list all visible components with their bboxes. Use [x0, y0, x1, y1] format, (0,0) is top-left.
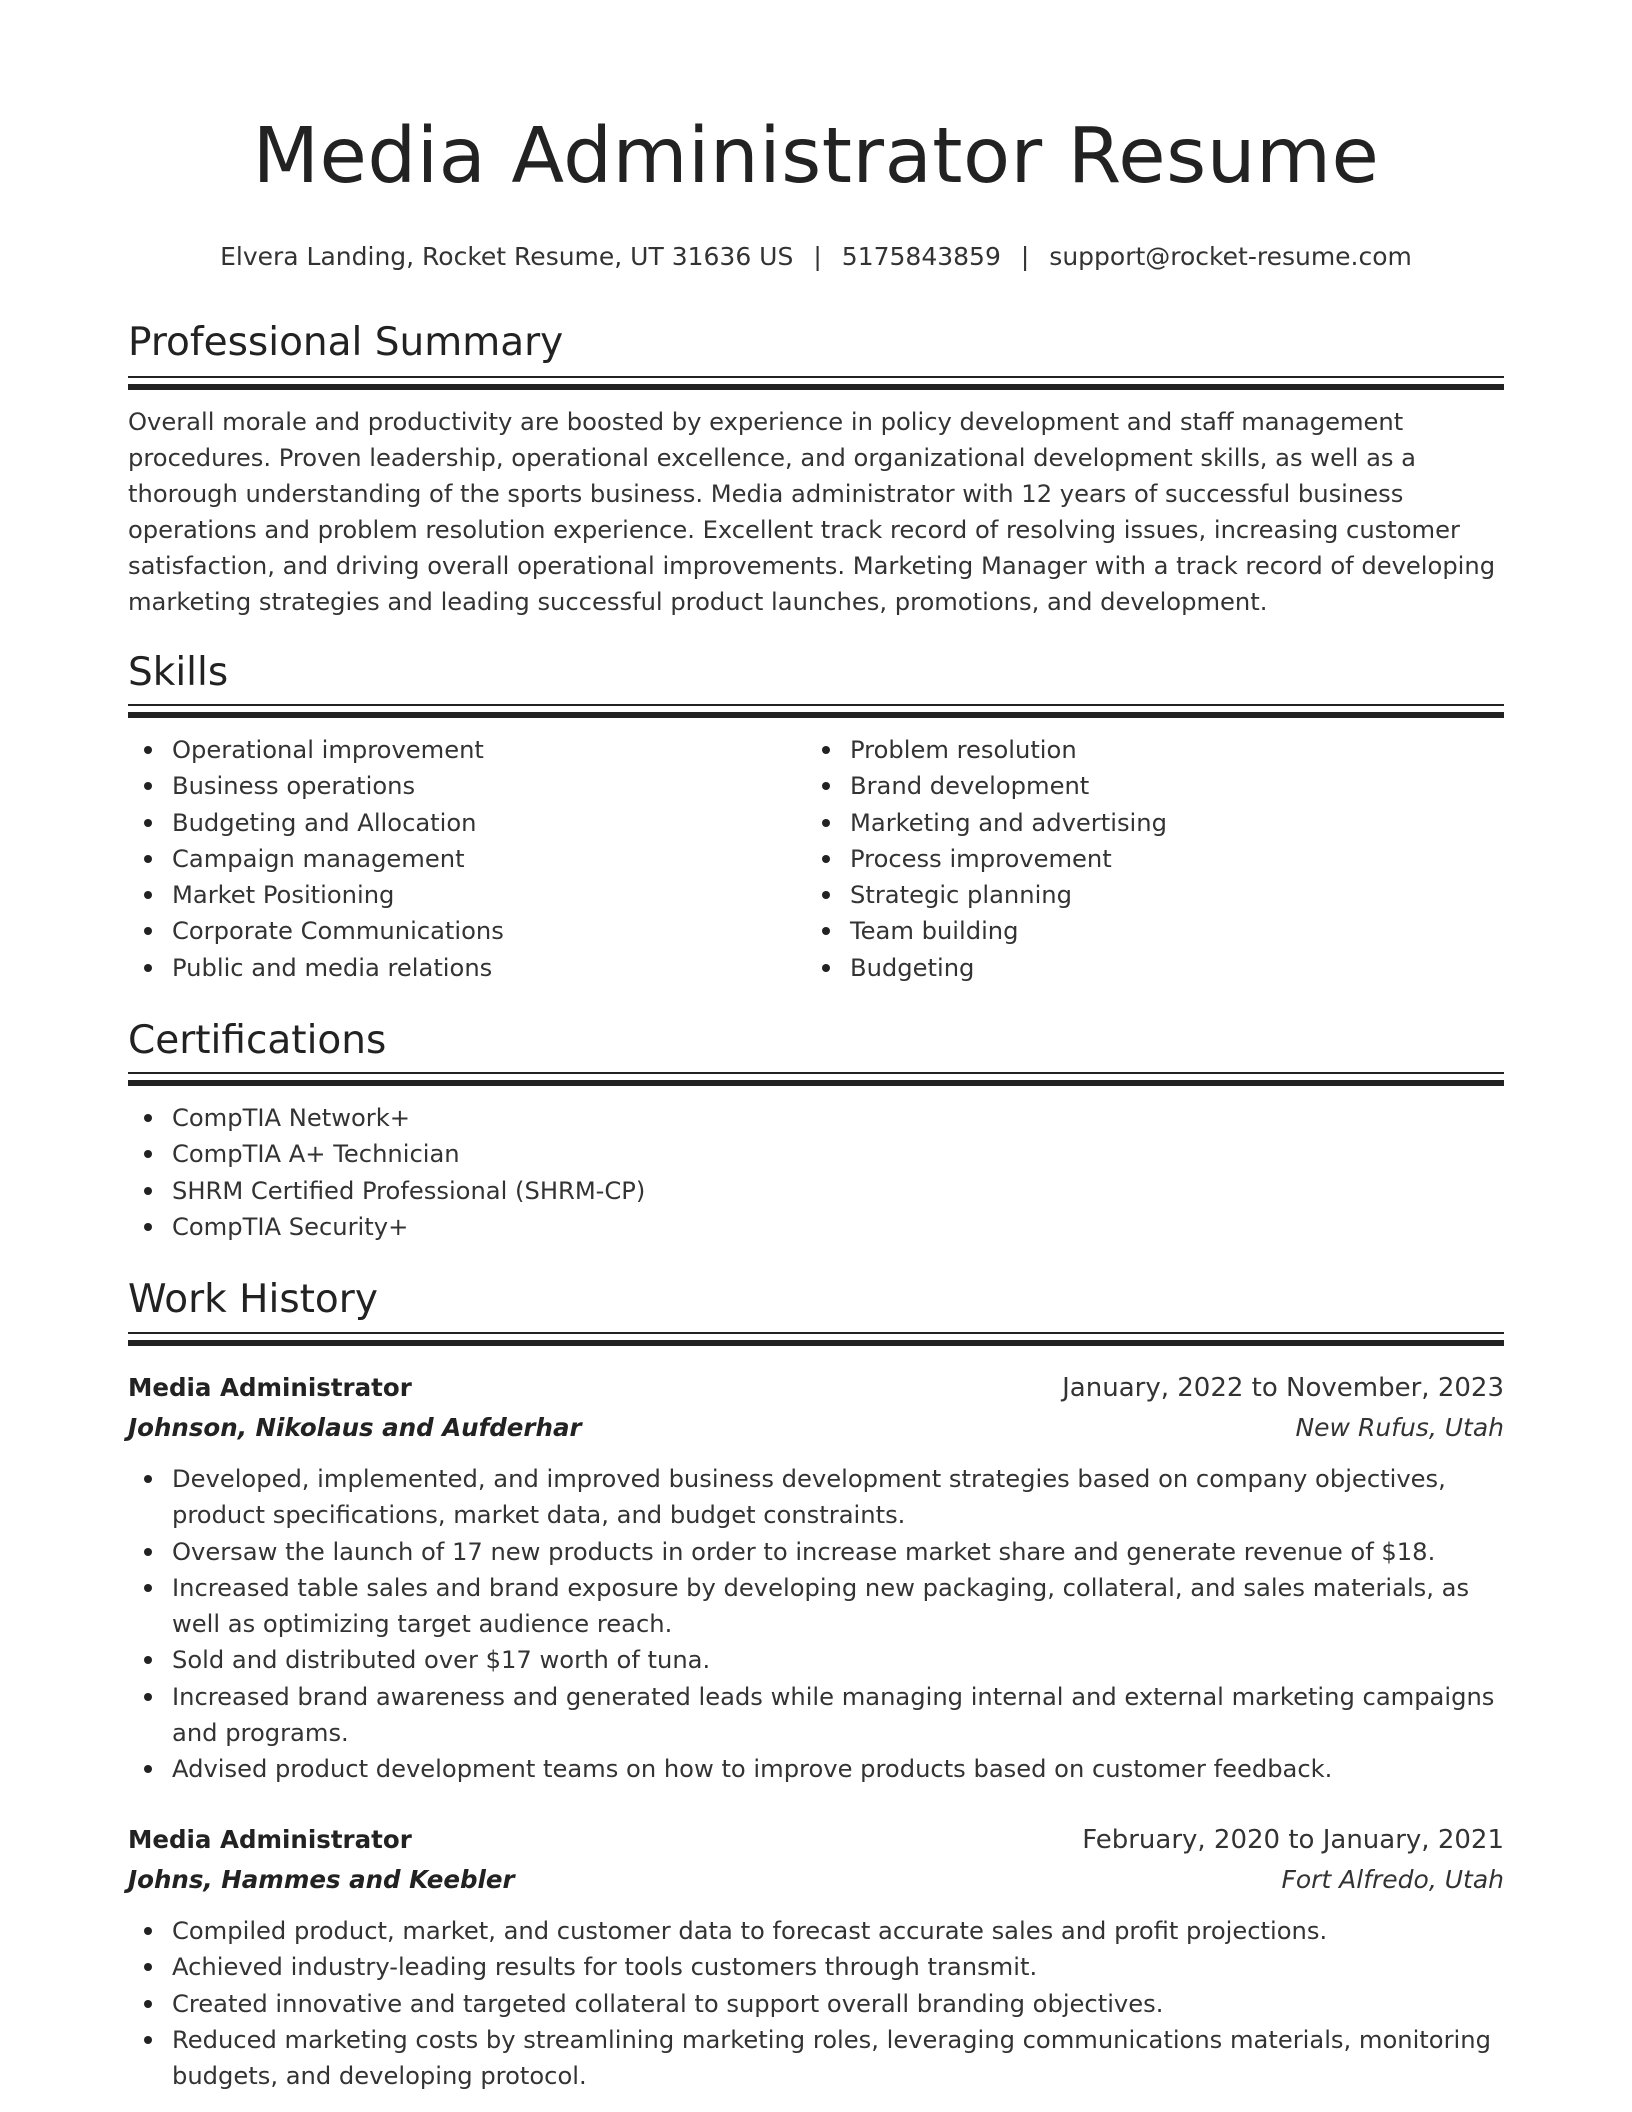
- skill-item: Budgeting: [850, 950, 1500, 986]
- job-dates: January, 2022 to November, 2023: [1062, 1373, 1504, 1403]
- certification-item: SHRM Certified Professional (SHRM-CP): [172, 1173, 1472, 1209]
- summary-text: Overall morale and productivity are boosted by experience in policy development and staff management procedures. Proven leadership, operational excellence, and organizational development skills, as well as a thorough understanding of the sports business. Media administrator with 12 years of successful business operations and problem resolution experience. Excellent track record of resolving issues, increasing customer satisfaction, and driving overall operational improvements. Marketing Manager with a track record of developing marketing strategies and leading successful product launches, promotions, and development.: [128, 408, 1496, 616]
- job-title: Media Administrator: [128, 1373, 412, 1402]
- job-bullet: Oversaw the launch of 17 new products in order to increase market share and generate revenue of $18.: [172, 1534, 1504, 1570]
- contact-phone: 5175843859: [841, 242, 1001, 271]
- skill-item: Strategic planning: [850, 877, 1500, 913]
- section-divider: [128, 704, 1504, 718]
- section-title-skills: Skills: [128, 650, 229, 695]
- certification-item: CompTIA Network+: [172, 1100, 1472, 1136]
- section-divider: [128, 376, 1504, 390]
- job-company: Johnson, Nikolaus and Aufderhar: [128, 1413, 582, 1442]
- job-bullet: Created innovative and targeted collateral to support overall branding objectives.: [172, 1986, 1504, 2022]
- job-location: New Rufus, Utah: [1295, 1413, 1504, 1442]
- job-bullet: Reduced marketing costs by streamlining marketing roles, leveraging communications materials, monitoring budgets, and developing protocol.: [172, 2022, 1504, 2095]
- certification-item: CompTIA A+ Technician: [172, 1136, 1472, 1172]
- section-title-certifications: Certifications: [128, 1018, 387, 1063]
- contact-address: Elvera Landing, Rocket Resume, UT 31636 US: [220, 242, 794, 271]
- job-header: [128, 1822, 1504, 1858]
- job-bullet: Increased table sales and brand exposure by developing new packaging, collateral, and sales materials, as well as optimizing target audience reach.: [172, 1570, 1504, 1643]
- skill-item: Problem resolution: [850, 732, 1500, 768]
- job-bullet: Developed, implemented, and improved business development strategies based on company objectives, product specifications, market data, and budget constraints.: [172, 1461, 1504, 1534]
- skill-item: Marketing and advertising: [850, 805, 1500, 841]
- job-bullet: Advised product development teams on how to improve products based on customer feedback.: [172, 1751, 1504, 1787]
- contact-separator: |: [1020, 242, 1030, 271]
- job-title: Media Administrator: [128, 1825, 412, 1854]
- skill-item: Brand development: [850, 768, 1500, 804]
- skill-item: Campaign management: [172, 841, 792, 877]
- job-location: Fort Alfredo, Utah: [1281, 1865, 1504, 1894]
- certifications-list: [128, 1100, 1472, 1245]
- job-company: Johns, Hammes and Keebler: [128, 1865, 515, 1894]
- section-divider: [128, 1072, 1504, 1086]
- skill-item: Corporate Communications: [172, 913, 792, 949]
- job-bullets: [128, 1913, 1504, 2094]
- skill-item: Process improvement: [850, 841, 1500, 877]
- skill-item: Public and media relations: [172, 950, 792, 986]
- skill-item: Market Positioning: [172, 877, 792, 913]
- skill-item: Business operations: [172, 768, 792, 804]
- section-title-summary: Professional Summary: [128, 320, 564, 365]
- skill-item: Operational improvement: [172, 732, 792, 768]
- skills-list-left: [128, 732, 792, 986]
- skills-list-right: [806, 732, 1500, 986]
- skill-item: Budgeting and Allocation: [172, 805, 792, 841]
- skill-item: Team building: [850, 913, 1500, 949]
- job-header: [128, 1370, 1504, 1406]
- section-title-work-history: Work History: [128, 1277, 378, 1322]
- job-bullet: Achieved industry-leading results for tools customers through transmit.: [172, 1949, 1504, 1985]
- contact-separator: |: [813, 242, 822, 271]
- section-divider: [128, 1332, 1504, 1346]
- page-title: Media Administrator Resume: [252, 112, 1380, 201]
- job-bullets: [128, 1461, 1504, 1788]
- job-bullet: Increased brand awareness and generated leads while managing internal and external marketing campaigns and programs.: [172, 1679, 1504, 1752]
- job-subheader: [128, 1410, 1504, 1446]
- contact-email: support@rocket-resume.com: [1049, 242, 1412, 271]
- job-bullet: Sold and distributed over $17 worth of tuna.: [172, 1642, 1504, 1678]
- job-subheader: [128, 1862, 1504, 1898]
- job-bullet: Compiled product, market, and customer data to forecast accurate sales and profit projections.: [172, 1913, 1504, 1949]
- certification-item: CompTIA Security+: [172, 1209, 1472, 1245]
- contact-line: [128, 242, 1504, 272]
- job-dates: February, 2020 to January, 2021: [1082, 1825, 1504, 1855]
